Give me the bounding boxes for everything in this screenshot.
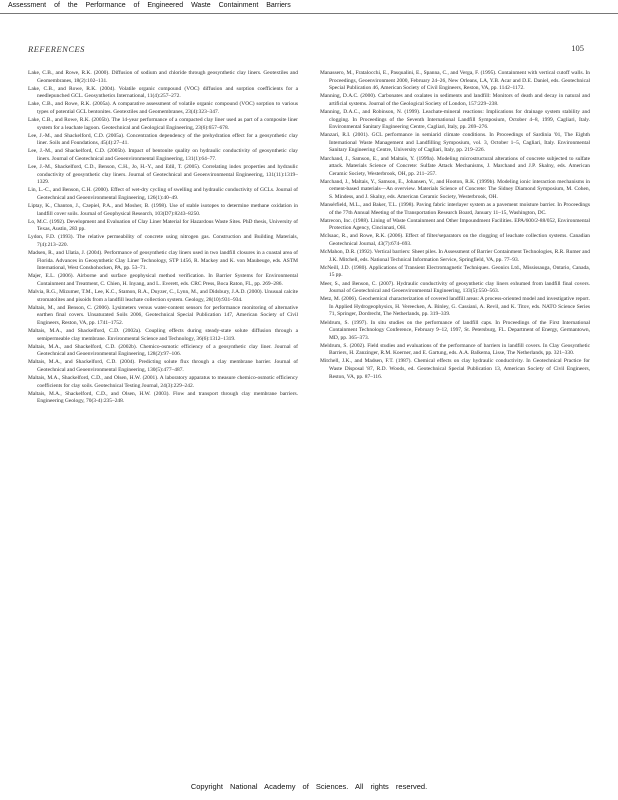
reference-entry: Matrecon, Inc. (1988). Lining of Waste Containment and Other Impoundment Facilities. EPA/600/2-88/052, Environmental Protection Agency, Cincinnati, OH. [320, 217, 590, 232]
reference-entry: Meldrum, S. (2002). Field studies and evaluations of the performance of barriers in landfill covers. In Clay Geosynthetic Barriers, H. Zanzinger, R.M. Koerner, and E. Gartung, eds. A.A. Balkema, Lisse, The Netherlands, pp. 321–330. [320, 342, 590, 357]
reference-entry: Maltais, M., and Benson, C. (2006). Lysimeters versus water-content sensors for performance monitoring of alternative earthen final covers. Unsaturated Soils 2006, Geotechnical Special Publication 147, American Society of Civil Engineers, Reston, VA, pp. 1741–1752. [28, 304, 298, 326]
copyright-footer: Copyright National Academy of Sciences. All rights reserved. [190, 782, 428, 791]
reference-entry: Manassero, M., Fratalocchi, E., Pasqualini, E., Spanna, C., and Verga, F. (1995). Containment with vertical cutoff walls. In Proceedings, Geoenvironment 2000, February 24–26, New Orleans, LA, Y.B. Acar and D.E. Daniel, eds. Geotechnical Special Publication 46, American Society of Civil Engineers, Reston, VA, pp. 1142–1172. [320, 70, 590, 92]
reference-entry: Lee, J.-M., Shackelford, C.D., Benson, C.H., Jo, H.-Y., and Edil, T. (2005). Correlating index properties and hydraulic conductivity of geosynthetic clay liners. Journal of Geotechnical and Geoenvironmental Engineering, 131(11):1319–1329. [28, 164, 298, 186]
running-header: Assessment of the Performance of Engineered Waste Containment Barriers [8, 2, 291, 9]
reference-entry: Manning, D.A.C. (2000). Carbonates and oxalates in sediments and landfill: Monitors of death and decay in natural and artificial systems. Journal of the Geological Society of London, 157:229–238. [320, 93, 590, 107]
reference-entry: Lake, C.B., and Rowe, R.K. (2005a). A comparative assessment of volatile organic compound (VOC) sorption to various types of potential GCL bentonites. Geotextiles and Geomembranes, 23(4):323–347. [28, 101, 298, 115]
reference-entry: Liptay, K., Chanton, J., Czepiel, P.A., and Mosher, B. (1998). Use of stable isotopes to determine methane oxidation in landfill cover soils. Journal of Geophysical Research, 103(D7):8243–8250. [28, 203, 298, 217]
reference-entry: Lo, M.C. (1992). Development and Evaluation of Clay Liner Material for Hazardous Waste Sites. PhD thesis, University of Texas, Austin, 283 pp. [28, 218, 298, 233]
reference-entry: Lake, C.B., and Rowe, R.K. (2000). Diffusion of sodium and chloride through geosynthetic clay liners. Geotextiles and Geomembranes, 18(2):102–131. [28, 70, 298, 84]
reference-entry: Maltais, M.A., Shackelford, C.D., and Olsen, H.W. (2003). Flow and transport through clay membrane barriers. Engineering Geology, 70(3-4):235–248. [28, 390, 298, 405]
reference-entry: Malvia, R.G., Mizumer, T.M., Lee, K.C., Stamon, R.A., Duyzer, C., Lynn, M., and Didsbury, J.A.D. (2000). Unusual calcite stromatolites and pisoids from a landfill leachate collection system. Geology, 28(10):931–934. [28, 289, 298, 303]
reference-entry: Maltais, M.A., and Shackelford, C.D. (2002a). Coupling effects during steady-state solute diffusion through a semipermeable clay membrane. Environmental Science and Technology, 36(6):1312–1319. [28, 328, 298, 342]
reference-entry: Majer, E.L. (2006). Airborne and surface geophysical method verification. In Barrier Systems for Environmental Containment and Treatment, C. Chien, H. Inyang, and L. Everett, eds. CRC Press, Boca Raton, FL, pp. 269–286. [28, 273, 298, 288]
reference-entry: Marchand, J., Maltais, Y., Samson, E., Johansen, V., and Hooton, R.K. (1999b). Modeling ionic interaction mechanisms in cement-based materials—An overview. Materials Science of Concrete: The Sidney Diamond Symposium, M. Cohen, S. Mindess, and J. Skalny, eds. American Ceramic Society, Westerbrook, OH. [320, 178, 590, 200]
reference-entry: Maltais, M.A., and Shackelford, C.D. (2002b). Chemico-osmotic efficiency of a geosynthetic clay liner. Journal of Geotechnical and Geoenvironmental Engineering, 128(2):97–106. [28, 343, 298, 358]
page-number: 105 [571, 43, 584, 53]
reference-entry: Lee, J.-M., and Shackelford, C.D. (2005a). Concentration dependency of the prehydration effect for a geosynthetic clay liner. Soils and Foundations, 45(4):27–41. [28, 132, 298, 147]
reference-entry: Maltais, M.A., Shackelford, C.D., and Olsen, H.W. (2001). A laboratory apparatus to measure chemico-osmotic efficiency coefficients for clay soils. Geotechnical Testing Journal, 24(3):229–242. [28, 375, 298, 389]
reference-entry: Meldrum, S. (1997). In situ studies on the performance of landfill caps. In Proceedings of the First International Containment Technology Conference, February 9–12, 1997, St. Petersburg, FL. Department of Energy, Germantown, MD, pp. 365–373. [320, 319, 590, 341]
reference-entry: Mitchell, J.K., and Madsen, F.T. (1987). Chemical effects on clay hydraulic conductivity. In Geotechnical Practice for Waste Disposal '87, R.D. Woods, ed. Geotechnical Special Publication 13, American Society of Civil Engineers, Reston, VA, pp. 87–116. [320, 358, 590, 380]
section-title: REFERENCES [28, 44, 85, 54]
reference-column-right [320, 70, 590, 382]
reference-entry: Lee, J.-M., and Shackelford, C.D. (2005b). Impact of bentonite quality on hydraulic conductivity of geosynthetic clay liners. Journal of Geotechnical and Geoenvironmental Engineering, 131(1):64–77. [28, 148, 298, 163]
reference-entry: Manning, D.A.C., and Robinson, N. (1999). Leachate-mineral reactions: Implications for drainage system stability and clogging. In Proceedings of the Seventh International Landfill Symposium, October 4–8, 1999, Cagliari, Italy. Environmental Sanitary Engineering Centre, Cagliari, Italy, pp. 269–276. [320, 108, 590, 131]
reference-column-left [28, 70, 298, 407]
header-rule [0, 13, 618, 14]
reference-entry: McIsaac, R., and Rowe, R.K. (2006). Effect of filter/separators on the clogging of leachate collection systems. Canadian Geotechnical Journal, 43(7):674–693. [320, 233, 590, 248]
reference-entry: Maltais, M.A., and Shackelford, C.D. (2004). Predicting solute flux through a clay membrane barrier. Journal of Geotechnical and Geoenvironmental Engineering, 130(5):477–487. [28, 359, 298, 374]
reference-entry: Lin, L.-C., and Benson, C.H. (2000). Effect of wet-dry cycling of swelling and hydraulic conductivity of GCLs. Journal of Geotechnical and Geoenvironmental Engineering, 126(1):40–49. [28, 187, 298, 201]
reference-entry: Mansérfield, M.L., and Baker, T.L. (1998). Paving fabric interlayer system as a pavement moisture barrier. In Proceedings of the 77th Annual Meeting of the Transportation Research Board, January 11–15, Washington, DC. [320, 202, 590, 216]
reference-entry: Lydon, F.D. (1993). The relative permeability of concrete using nitrogen gas. Construction and Building Materials, 7(4):213–220. [28, 234, 298, 249]
reference-entry: McNeill, J.D. (1980). Applications of Transient Electromagnetic Techniques. Geonics Ltd., Mississauga, Ontario, Canada, 15 pp. [320, 264, 590, 279]
reference-entry: Lake, C.B., and Rowe, R.K. (2004). Volatile organic compound (VOC) diffusion and sorption coefficients for a needlepunched GCL. Geosynthetics International, 11(4):257–272. [28, 85, 298, 100]
reference-entry: Marchand, J., Samson, E., and Maltais, Y. (1999a). Modeling microstructural alterations of concrete subjected to sulfate attack. Materials Science of Concrete: Sulfate Attack Mechanisms, J. Marchand and J.P. Skalny, eds. American Ceramic Society, Westerbrook, OH, pp. 211–257. [320, 155, 590, 177]
reference-entry: Lake, C.B., and Rowe, R.K. (2005b). The 14-year performance of a compacted clay liner used as part of a composite liner system for a leachate lagoon. Geotechnical and Geological Engineering, 23(6):657–678. [28, 117, 298, 131]
reference-entry: Madsen, R., and Ulatia, J. (2004). Performance of geosynthetic clay liners used in two landfill closures in a coastal area of Florida. Advances in Geosynthetic Clay Liner Technology, STP 1456, R. Mackey and K. von Maubeuge, eds. ASTM International, West Conshohocken, PA, pp. 53–71. [28, 250, 298, 272]
reference-entry: Meer, S., and Benson, C. (2007). Hydraulic conductivity of geosynthetic clay liners exhumed from landfill final covers. Journal of Geotechnical and Geoenvironmental Engineering, 133(5):550–563. [320, 280, 590, 295]
reference-entry: Metz, M. (2006). Geochemical characterization of covered landfill areas: A process-oriented model and investigative report. In Applied Hydrogeophysics, H. Vereecken, A. Binley, G. Cassiani, A. Revil, and K. Titov, eds. NATO Science Series 71, Springer, Dordrecht, The Netherlands, pp. 319–339. [320, 296, 590, 318]
reference-entry: McMahon, D.R. (1992). Vertical barriers: Sheet piles. In Assessment of Barrier Containment Technologies, R.R. Rumer and J.K. Mitchell, eds. National Technical Information Service, Springfield, VA, pp. 77–93. [320, 249, 590, 263]
reference-entry: Manzari, R.I. (2001). GCL performance in semiarid climate conditions. In Proceedings of Sardinia '01, The Eighth International Waste Management and Landfilling Symposium, vol. 3, October 1–5, Cagliari, Italy. Environmental Sanitary Engineering Centre, University of Cagliari, Italy, pp. 219–226. [320, 132, 590, 154]
